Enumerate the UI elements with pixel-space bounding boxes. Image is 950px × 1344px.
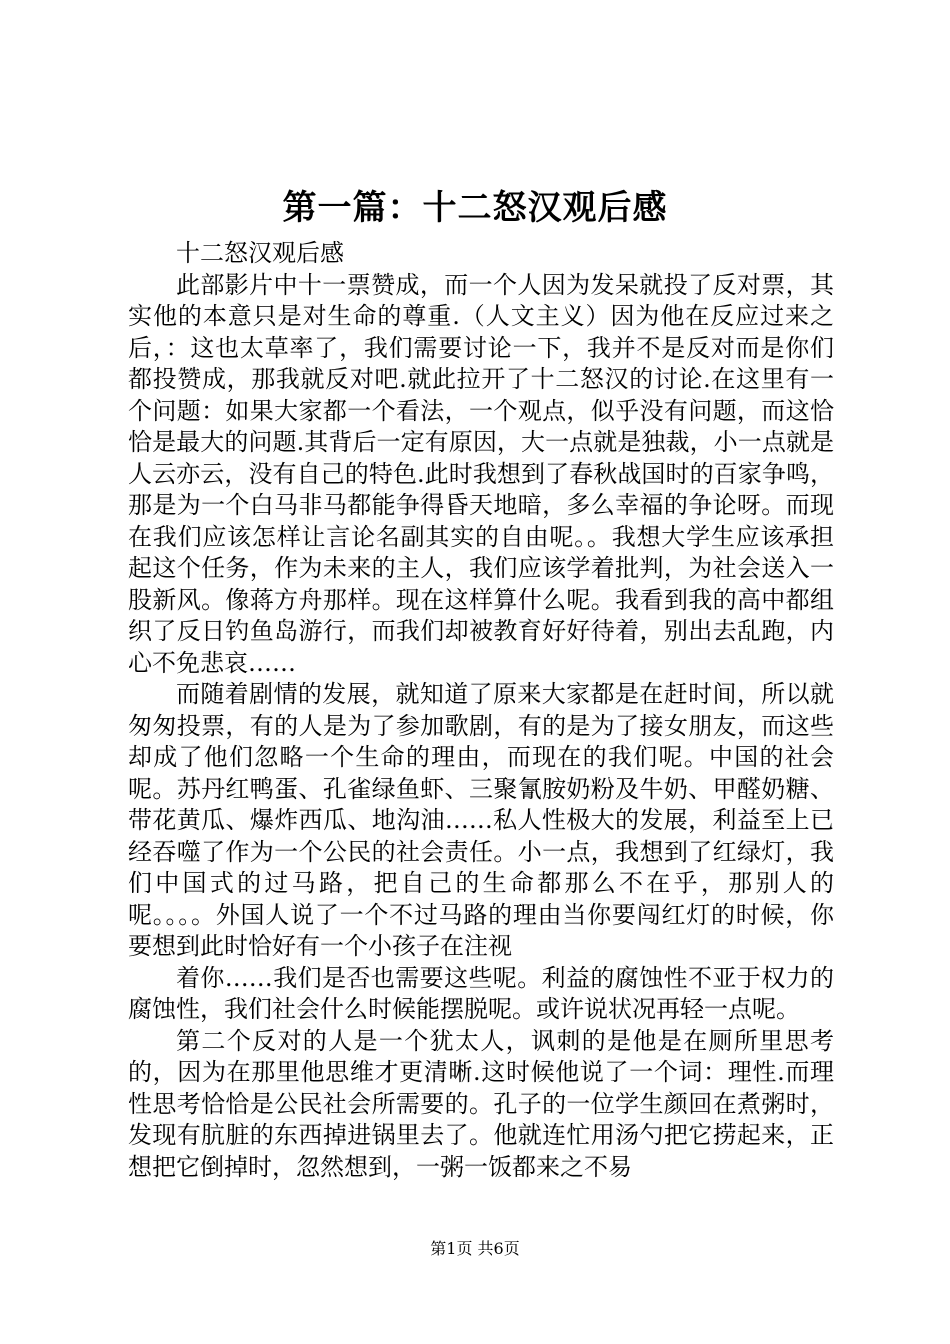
- paragraph: 而随着剧情的发展，就知道了原来大家都是在赶时间，所以就匆匆投票，有的人是为了参加歌剧，有的是为了接女朋友，而这些却成了他们忽略一个生命的理由，而现在的我们呢。中国的社会呢。苏丹红鸭蛋、孔雀绿鱼虾、三聚氰胺奶粉及牛奶、甲醛奶糖、带花黄瓜、爆炸西瓜、地沟油……私人性极大的发展，利益至上已经吞噬了作为一个公民的社会责任。小一点，我想到了红绿灯，我们中国式的过马路，把自己的生命都那么不在乎，那别人的呢。。。。外国人说了一个不过马路的理由当你要闯红灯的时候，你要想到此时恰好有一个小孩子在注视: [128, 680, 834, 960]
- paragraph: 此部影片中十一票赞成，而一个人因为发呆就投了反对票，其实他的本意只是对生命的尊重.（人文主义）因为他在反应过来之后，：这也太草率了，我们需要讨论一下，我并不是反对而是你们都投赞成，那我就反对吧.就此拉开了十二怒汉的讨论.在这里有一个问题：如果大家都一个看法，一个观点，似乎没有问题，而这恰恰是最大的问题.其背后一定有原因，大一点就是独裁，小一点就是人云亦云，没有自己的特色.此时我想到了春秋战国时的百家争鸣，那是为一个白马非马都能争得昏天地暗，多么幸福的争论呀。而现在我们应该怎样让言论名副其实的自由呢。。我想大学生应该承担起这个任务，作为未来的主人，我们应该学着批判，为社会送入一股新风。像蒋方舟那样。现在这样算什么呢。我看到我的高中都组织了反日钓鱼岛游行，而我们却被教育好好待着，别出去乱跑，内心不免悲哀……: [128, 270, 834, 677]
- page-number-footer: 第1页 共6页: [430, 1239, 520, 1258]
- paragraph-subtitle: 十二怒汉观后感: [176, 239, 344, 267]
- paragraph: 着你……我们是否也需要这些呢。利益的腐蚀性不亚于权力的腐蚀性，我们社会什么时候能摆脱呢。或许说状况再轻一点呢。: [128, 963, 834, 1023]
- paragraph: 第二个反对的人是一个犹太人，讽刺的是他是在厕所里思考的，因为在那里他思维才更清晰.这时候他说了一个词：理性.而理性思考恰恰是公民社会所需要的。孔子的一位学生颜回在煮粥时，发现有肮脏的东西掉进锅里去了。他就连忙用汤勺把它捞起来，正想把它倒掉时，忽然想到，一粥一饭都来之不易: [128, 1026, 834, 1181]
- document-title: 第一篇：十二怒汉观后感: [282, 188, 668, 228]
- document-body: [128, 238, 834, 1183]
